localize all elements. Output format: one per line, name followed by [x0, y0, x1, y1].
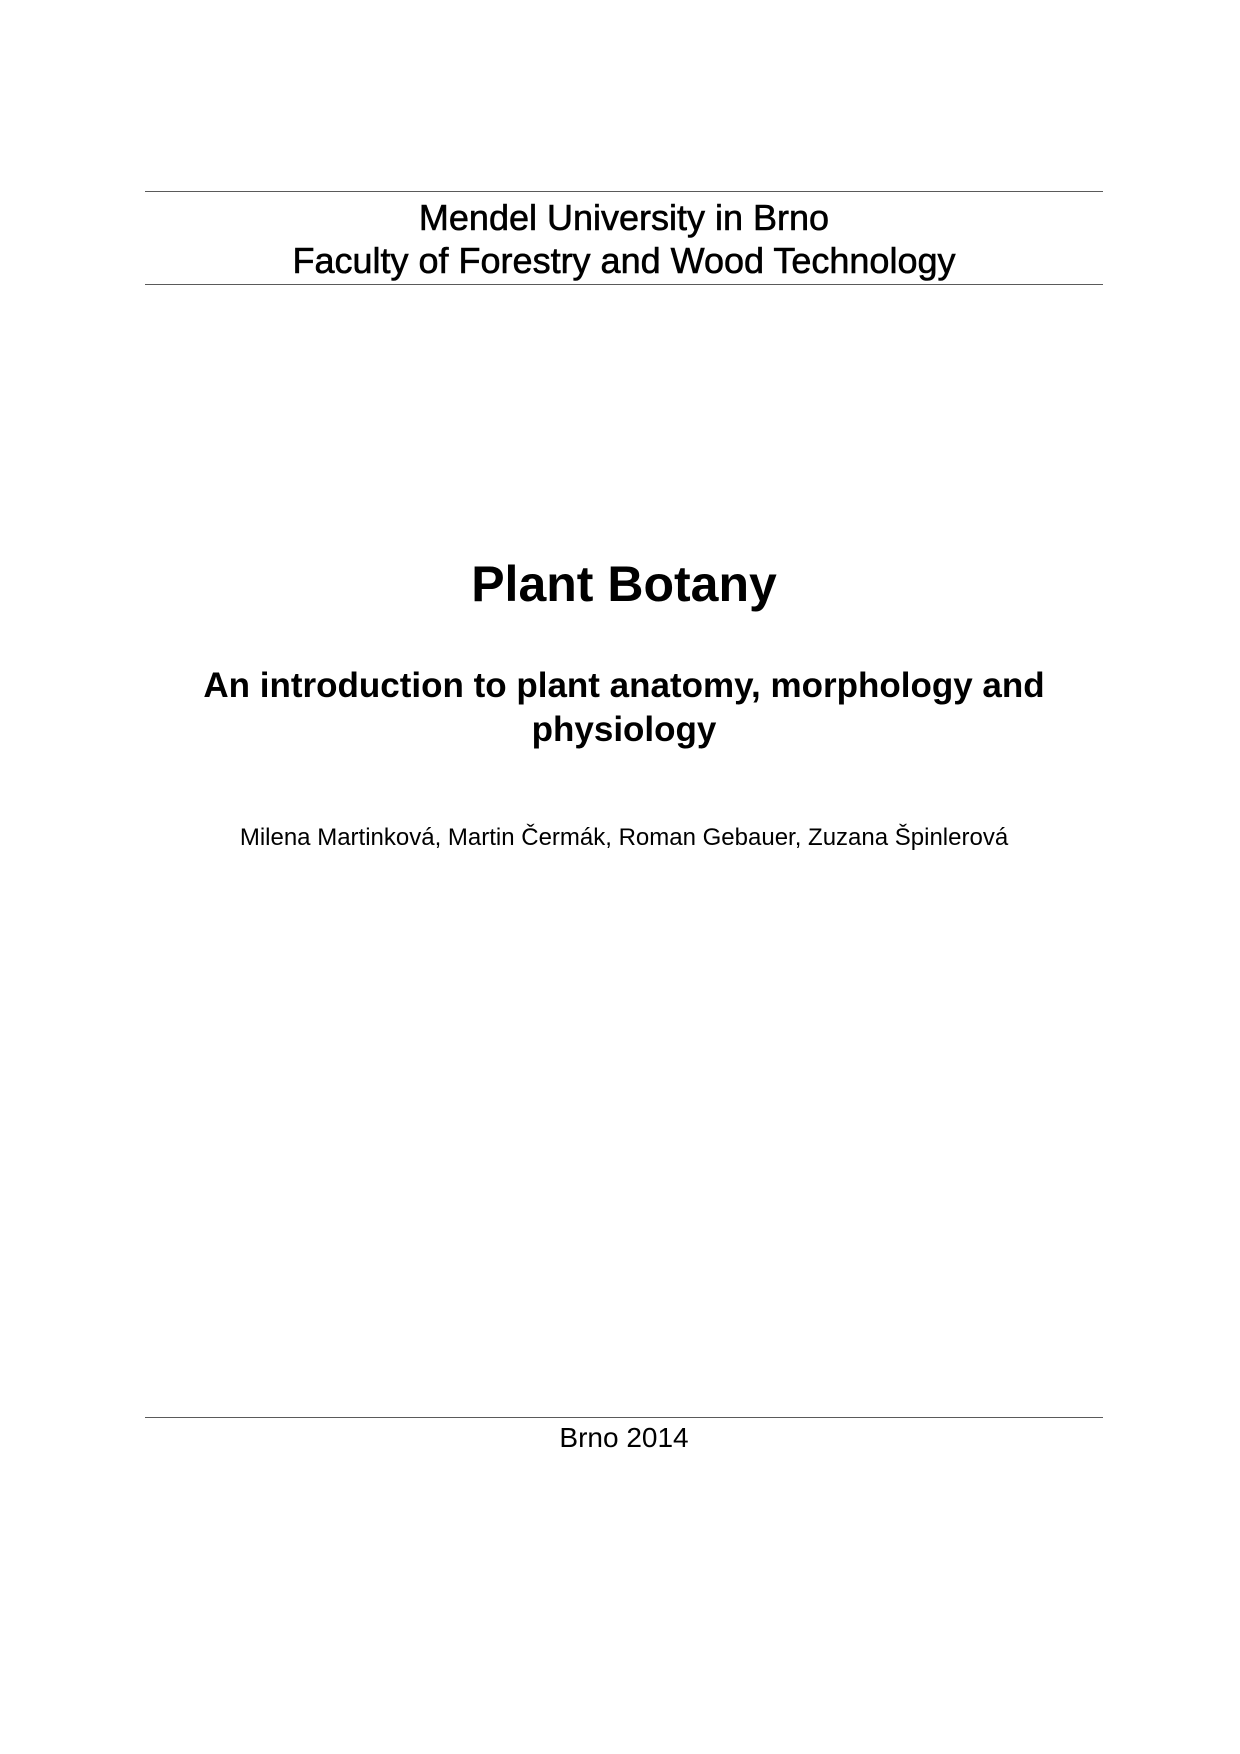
institution-header [145, 196, 1103, 282]
header-bottom-rule [145, 284, 1103, 285]
subtitle-line-1: An introduction to plant anatomy, morphology and [203, 666, 1045, 705]
university-name: Mendel University in Brno [418, 197, 830, 238]
subtitle-line-2: physiology [531, 710, 717, 749]
publication-place-year: Brno 2014 [559, 1422, 689, 1453]
faculty-name: Faculty of Forestry and Wood Technology [292, 240, 956, 281]
book-subtitle [145, 664, 1103, 752]
book-title: Plant Botany [471, 556, 777, 612]
header-top-rule [145, 191, 1103, 192]
footer-rule [145, 1417, 1103, 1418]
author-list: Milena Martinková, Martin Čermák, Roman Gebauer, Zuzana Špinlerová [239, 824, 1009, 851]
